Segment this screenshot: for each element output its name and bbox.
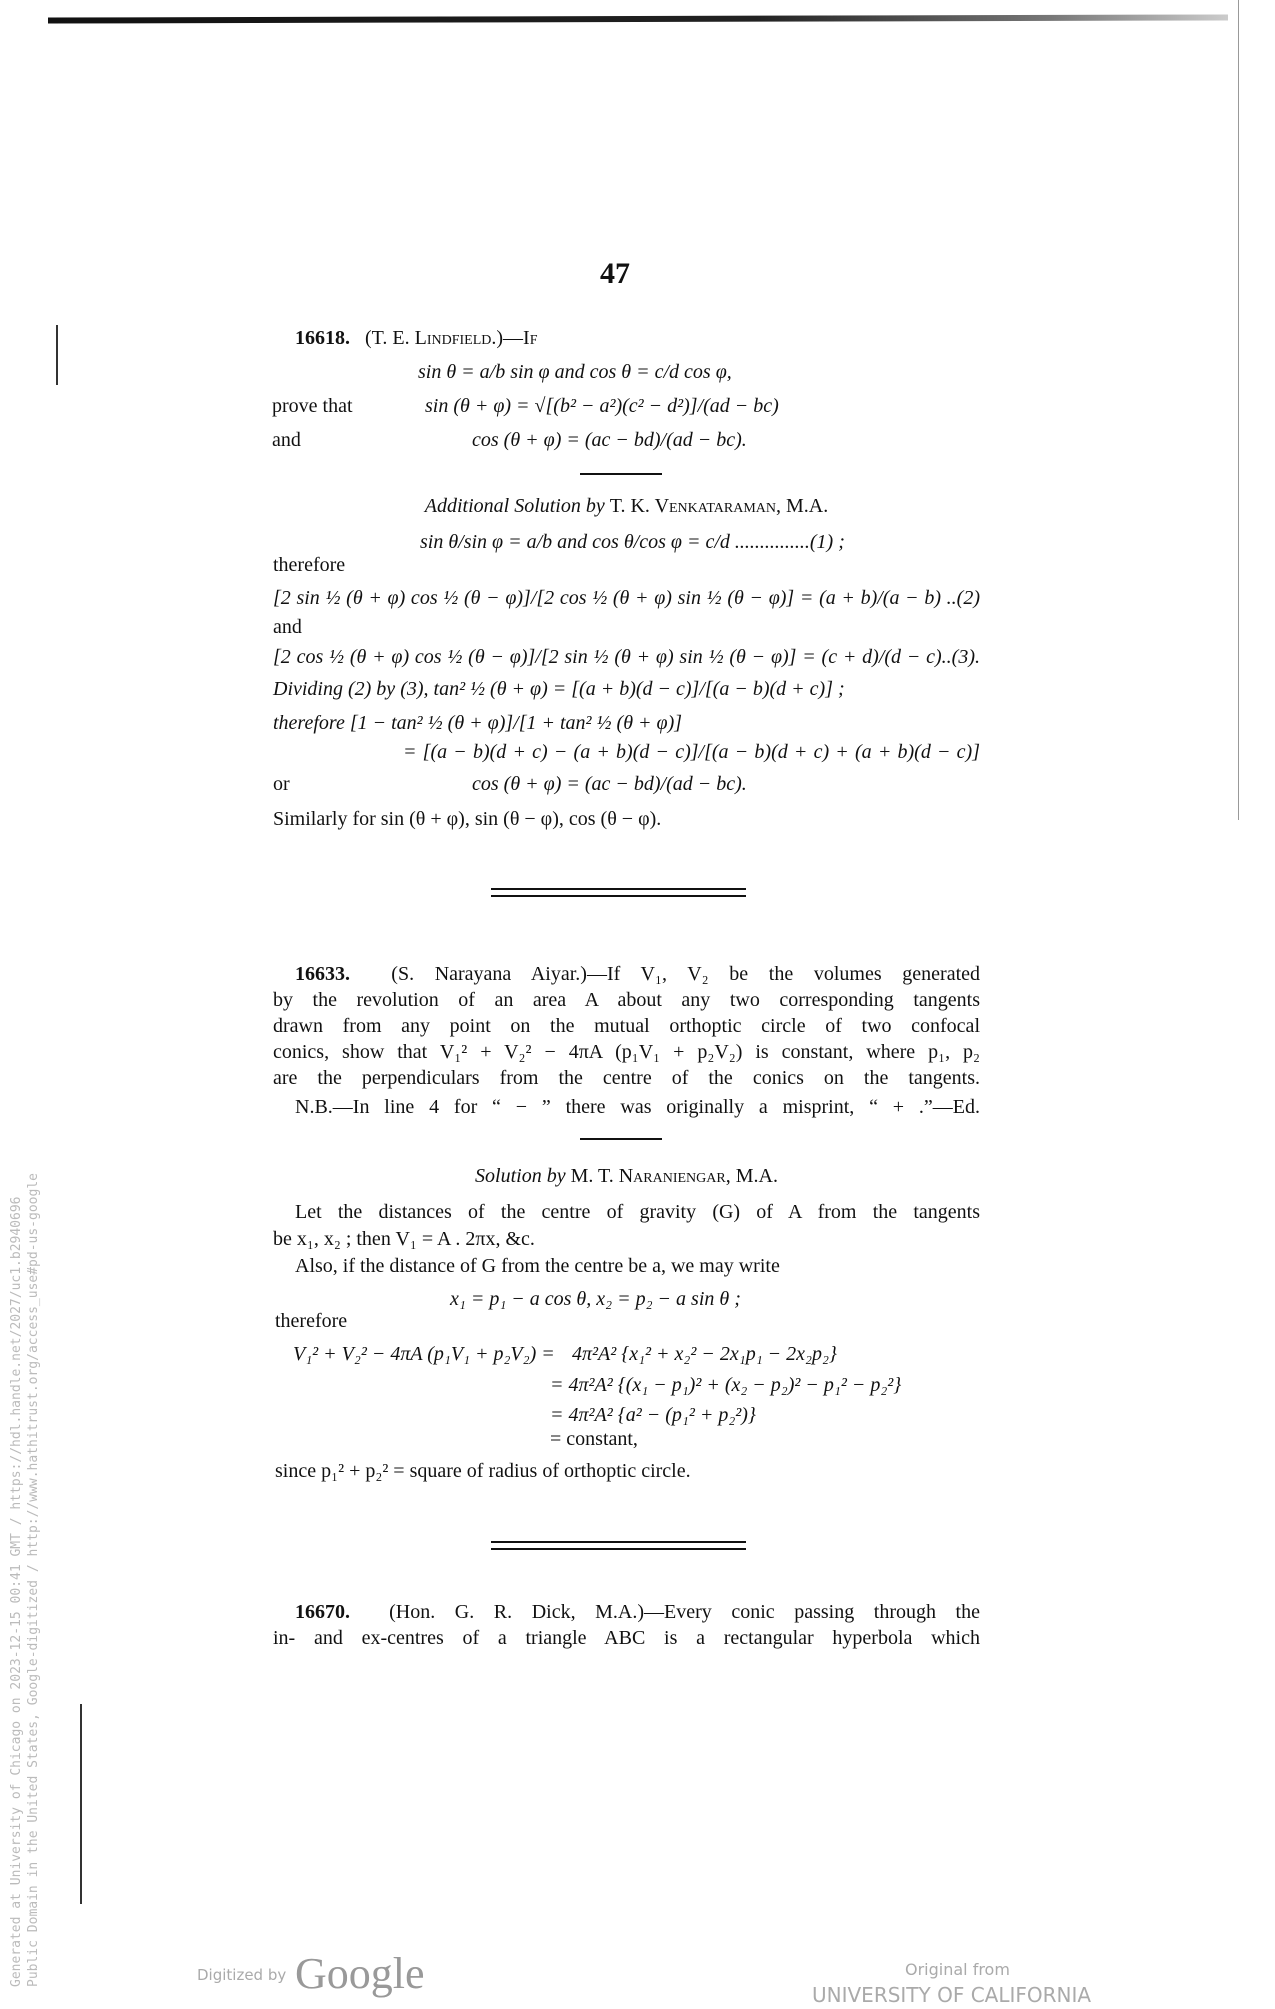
double-rule-top	[491, 1541, 746, 1543]
question-number: 16618.	[295, 327, 350, 349]
solution-heading	[273, 1164, 980, 1188]
similarly-line: Similarly for sin (θ + φ), sin (θ − φ), cos (θ − φ).	[273, 808, 662, 830]
question-text: by the revolution of an area A about any two corresponding tangents	[273, 989, 980, 1011]
solution-heading-label: Additional Solution by	[424, 495, 605, 517]
margin-mark	[56, 325, 58, 385]
double-rule-bottom	[491, 1548, 746, 1550]
google-logo: Google	[295, 1949, 425, 1998]
equation-3: [2 cos ½ (θ + φ) cos ½ (θ − φ)]/[2 sin ½ (θ + φ) sin ½ (θ − φ)] = (c + d)/(d − c)..(3).	[273, 646, 980, 668]
since-line: since p₁² + p₂² = square of radius of orthoptic circle.	[275, 1460, 691, 1482]
editor-note: N.B.—In line 4 for “ − ” there was originally a misprint, “ + .”—Ed.	[295, 1096, 980, 1118]
question-text: conics, show that V₁² + V₂² − 4πA (p₁V₁ + p₂V₂) is constant, where p₁, p₂	[273, 1041, 980, 1063]
solution-author: T. K. Venkataraman, M.A.	[609, 495, 829, 517]
question-text: drawn from any point on the mutual orthoptic circle of two confocal	[273, 1015, 980, 1037]
question-16670-line	[295, 1600, 980, 1624]
label-prove-that: prove that	[272, 395, 353, 417]
therefore-line: therefore [1 − tan² ½ (θ + φ)]/[1 + tan² ½ (θ + φ)]	[273, 712, 683, 734]
digitized-by-label: Digitized by	[197, 1966, 287, 1984]
section-rule	[580, 1138, 662, 1140]
scan-edge-bar	[48, 14, 1228, 23]
question-number: 16670.	[295, 1601, 350, 1623]
question-16633-line	[295, 962, 980, 986]
question-text: are the perpendiculars from the centre of the conics on the tangents.	[273, 1067, 980, 1089]
solution-text: Let the distances of the centre of gravity (G) of A from the tangents	[295, 1201, 980, 1223]
question-text: (S. Narayana Aiyar.)—If V₁, V₂ be the volumes generated	[391, 963, 981, 985]
question-16618-header	[295, 326, 537, 350]
equation-4: = [(a − b)(d + c) − (a + b)(d − c)]/[(a − b)(d + c) + (a + b)(d − c)]	[403, 741, 980, 763]
question-author: (T. E. Lindfield.)—If	[365, 327, 538, 349]
page-number: 47	[600, 257, 630, 290]
question-text: (Hon. G. R. Dick, M.A.)—Every conic passing through the	[389, 1601, 980, 1623]
equation: sin (θ + φ) = √[(b² − a²)(c² − d²)]/(ad − bc)	[425, 395, 779, 417]
equation-rhs: = 4π²A² {a² − (p₁² + p₂²)}	[550, 1404, 756, 1426]
equation: sin θ = a/b sin φ and cos θ = c/d cos φ,	[418, 361, 732, 383]
watermark-line: Generated at University of Chicago on 2023-12-15 00:41 GMT / https://hdl.handle.net/2027/uc1.b2940696	[9, 1196, 24, 1987]
label-therefore: therefore	[273, 554, 346, 576]
label-or: or	[273, 773, 290, 795]
equation-lhs: V₁² + V₂² − 4πA (p₁V₁ + p₂V₂) =	[293, 1343, 555, 1365]
label-therefore: therefore	[275, 1310, 348, 1332]
question-number: 16633.	[295, 963, 350, 985]
solution-heading	[273, 494, 980, 518]
equation-1: sin θ/sin φ = a/b and cos θ/cos φ = c/d ...............(1) ;	[420, 531, 845, 553]
solution-text: Also, if the distance of G from the centre be a, we may write	[295, 1255, 780, 1277]
equation-rhs: = constant,	[550, 1428, 638, 1450]
solution-author: M. T. Naraniengar, M.A.	[570, 1165, 778, 1187]
scan-edge-line	[1238, 0, 1239, 820]
watermark-line: Public Domain in the United States, Google-digitized / http://www.hathitrust.org/access_use#pd-us-google	[26, 1173, 41, 1987]
solution-heading-label: Solution by	[475, 1165, 566, 1187]
equation-rhs: 4π²A² {x₁² + x₂² − 2x₁p₁ − 2x₂p₂}	[572, 1343, 837, 1365]
label-and: and	[273, 616, 302, 638]
university-label: UNIVERSITY OF CALIFORNIA	[812, 1983, 1092, 2007]
double-rule-bottom	[491, 895, 746, 897]
hathitrust-watermark	[8, 987, 42, 1987]
original-from-label: Original from	[905, 1960, 1010, 1979]
equation: x₁ = p₁ − a cos θ, x₂ = p₂ − a sin θ ;	[450, 1288, 741, 1310]
equation-2: [2 sin ½ (θ + φ) cos ½ (θ − φ)]/[2 cos ½ (θ + φ) sin ½ (θ − φ)] = (a + b)/(a − b) ..(2)	[273, 587, 980, 609]
section-rule	[580, 473, 662, 475]
solution-text: be x₁, x₂ ; then V₁ = A . 2πx, &c.	[273, 1228, 535, 1250]
equation-5: cos (θ + φ) = (ac − bd)/(ad − bc).	[472, 773, 747, 795]
dividing-line: Dividing (2) by (3), tan² ½ (θ + φ) = [(a + b)(d − c)]/[(a − b)(d + c)] ;	[273, 678, 845, 700]
equation: cos (θ + φ) = (ac − bd)/(ad − bc).	[472, 429, 747, 451]
question-text: in- and ex-centres of a triangle ABC is a rectangular hyperbola which	[273, 1627, 980, 1649]
double-rule-top	[491, 888, 746, 890]
equation-rhs: = 4π²A² {(x₁ − p₁)² + (x₂ − p₂)² − p₁² − p₂²}	[550, 1374, 902, 1396]
margin-mark	[80, 1704, 82, 1904]
label-and: and	[272, 429, 301, 451]
